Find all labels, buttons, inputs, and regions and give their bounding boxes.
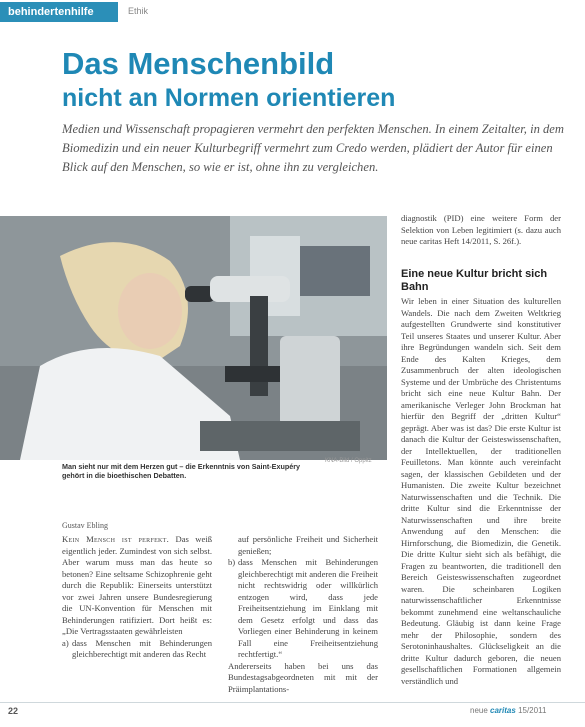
author-name: Gustav Ebling <box>62 521 108 530</box>
convention-list-1 <box>62 638 212 661</box>
column-2-text: Andererseits haben bei uns das Bundestagsabgeordneten mit mit der Präimplantations- <box>228 660 378 694</box>
column-1-text: Das weiß eigentlich jeder. Zumindest von sich selbst. Aber warum muss man das heute so betonen? Eine seltsame Schizophrenie geht durch die Republik: Einerseits unterstützt vor zwei Jahren unsere Bundesregierung die UN-Konvention für Menschen mit Behinderungen ratifiziert. Dort heißt es: „Die Vertragsstaaten gewährleisten <box>62 534 213 636</box>
subheadline: Eine neue Kultur bricht sich Bahn <box>401 268 548 293</box>
list-item: b) dass Menschen mit Behinderungen gleichberechtigt mit anderen die Freiheit nicht rechtswidrig oder willkürlich entzogen wird, dass jede Freiheitsentziehung im Einklang mit dem Gesetz erfolgt und dass das Vorliegen einer Behinderung in keinem Fall eine Freiheitsentziehung rechtfertigt.“ <box>228 557 378 661</box>
microscope-scene-image <box>0 216 387 460</box>
footer-divider <box>0 702 585 703</box>
article-photo <box>0 216 387 460</box>
magazine-name: caritas <box>490 706 516 715</box>
article-column-2 <box>228 534 378 695</box>
photo-caption: Man sieht nur mit dem Herzen gut – die Erkenntnis von Saint-Exupéry gehört in die bioethischen Debatten. <box>62 462 301 480</box>
headline-line-2: nicht an Normen orientieren <box>62 84 396 112</box>
lead-paragraph: Medien und Wissenschaft propagieren vermehrt den perfekten Menschen. In einem Zeitalter, in dem Biomedizin und ein neuer Kulturbegriff vermehrt zum Credo werden, plädiert der Autor für einen Blick auf den Menschen, so wie er ist, ohne ihn zu vergleichen. <box>62 122 564 174</box>
magazine-footer <box>470 706 546 715</box>
convention-list-2 <box>228 557 378 661</box>
article-column-1 <box>62 534 212 661</box>
page-number: 22 <box>8 706 19 716</box>
article-opener: Kein Mensch ist perfekt. <box>62 534 170 544</box>
list-item: a) dass Menschen mit Behinderungen gleichberechtigt mit anderen das Recht <box>62 638 212 661</box>
column-2-continuation: auf persönliche Freiheit und Sicherheit genießen; <box>238 534 378 556</box>
issue-number: 15/2011 <box>518 706 547 715</box>
article-column-3-top: diagnostik (PID) eine weitere Form der Selektion von Leben legitimiert (s. dazu auch neue caritas Heft 14/2011, S. 26f.). <box>401 213 561 246</box>
magazine-prefix: neue <box>470 706 488 715</box>
article-column-3: Wir leben in einer Situation des kulturellen Wandels. Die nach dem Zweiten Weltkrieg aufgestellten Grundwerte sind konstitutiver Teil unseres Staates und unserer Kultur. Aber ihre Begründungen wandeln sich. Seit dem Ende des Kalten Krieges, dem Zusammenbruch der alten ideologischen Systeme und der Umbrüche des Christentums bricht sich eine neue Kultur Bahn. Der amerikanische Verleger John Brockman hat hierfür den Begriff der „dritten Kultur“ geprägt. Aber was ist das? Die erste Kultur ist danach die Kultur der Geisteswissenschaften, der Intellektuellen, der traditionellen Feuilletons. Man könnte auch vereinfacht sagen, der klassischen Gebildeten und der Humanisten. Die zweite Kultur bezeichnet Naturwissenschaften und die Technik. Die dritte Kultur sind die Erkenntnisse der Naturwissenschaften und ihre breite Anwendung auf den Menschen: die Hirnforschung, die Biomedizin, die Genetik. Die dritte Kultur sieht sich als befähigt, die Fragen zu beantworten, die traditionell den Bereich Geisteswissenschaften zugeordnet waren. Die scheinbaren Logiken naturwissenschaftlicher Erkenntnisse bekommt zunehmend eine weltanschauliche Bedeutung. Gläubig ist dann keine Frage mehr der Philosophie, sondern des Serotoninhaushaltes. Glückseligkeit an die dritte Kultur dadurch geboren, die neuen gesellschaftlichen Formationen allgemein verständlich und <box>401 296 561 686</box>
headline-line-1: Das Menschenbild <box>62 46 335 81</box>
section-tag: behindertenhilfe <box>0 2 118 22</box>
section-kicker: Ethik <box>128 6 149 16</box>
photo-credit: KNA-Bild / Oppitz <box>325 458 372 464</box>
